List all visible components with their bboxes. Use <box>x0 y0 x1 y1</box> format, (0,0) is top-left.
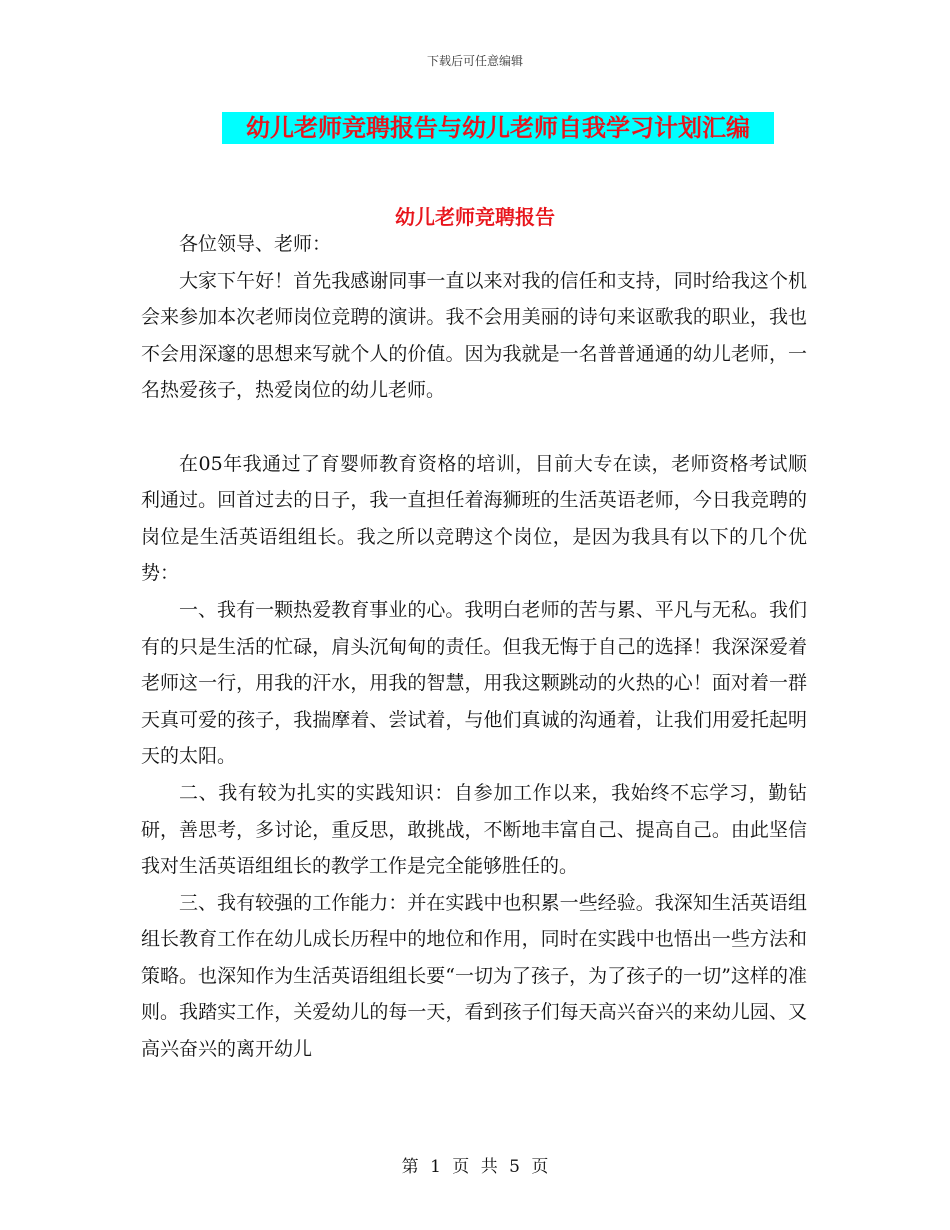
body-paragraph: 三、我有较强的工作能力：并在实践中也积累一些经验。我深知生活英语组组长教育工作在幼儿成长历程中的地位和作用，同时在实践中也悟出一些方法和策略。也深知作为生活英语组组长要“一切为了孩子，为了孩子的一切”这样的准则。我踏实工作，关爱幼儿的每一天，看到孩子们每天高兴奋兴的来幼儿园、又高兴奋兴的离开幼儿 <box>141 891 807 1061</box>
document-body <box>141 226 807 1068</box>
body-paragraph: 在05年我通过了育婴师教育资格的培训，目前大专在读，老师资格考试顺利通过。回首过去的日子，我一直担任着海狮班的生活英语老师，今日我竞聘的岗位是生活英语组组长。我之所以竞聘这个岗位，是因为我具有以下的几个优势： <box>141 452 807 585</box>
section-title: 幼儿老师竞聘报告 <box>395 205 555 229</box>
document-title: 幼儿老师竞聘报告与幼儿老师自我学习计划汇编 <box>222 112 774 144</box>
body-paragraph: 大家下午好！首先我感谢同事一直以来对我的信任和支持，同时给我这个机会来参加本次老师岗位竞聘的演讲。我不会用美丽的诗句来讴歌我的职业，我也不会用深邃的思想来写就个人的价值。因为我就是一名普普通通的幼儿老师，一名热爱孩子，热爱岗位的幼儿老师。 <box>141 269 807 402</box>
body-paragraph: 二、我有较为扎实的实践知识：自参加工作以来，我始终不忘学习，勤钻研，善思考，多讨论，重反思，敢挑战，不断地丰富自己、提高自己。由此坚信我对生活英语组组长的教学工作是完全能够胜任的。 <box>141 781 807 878</box>
header-note: 下载后可任意编辑 <box>426 54 523 68</box>
page-footer: 第 1 页 共 5 页 <box>401 1157 549 1177</box>
greeting-paragraph: 各位领导、老师： <box>179 233 332 255</box>
body-paragraph: 一、我有一颗热爱教育事业的心。我明白老师的苦与累、平凡与无私。我们有的只是生活的忙碌，肩头沉甸甸的责任。但我无悔于自己的选择！我深深爱着老师这一行，用我的汗水，用我的智慧，用我这颗跳动的火热的心！面对着一群天真可爱的孩子，我揣摩着、尝试着，与他们真诚的沟通着，让我们用爱托起明天的太阳。 <box>141 598 807 768</box>
